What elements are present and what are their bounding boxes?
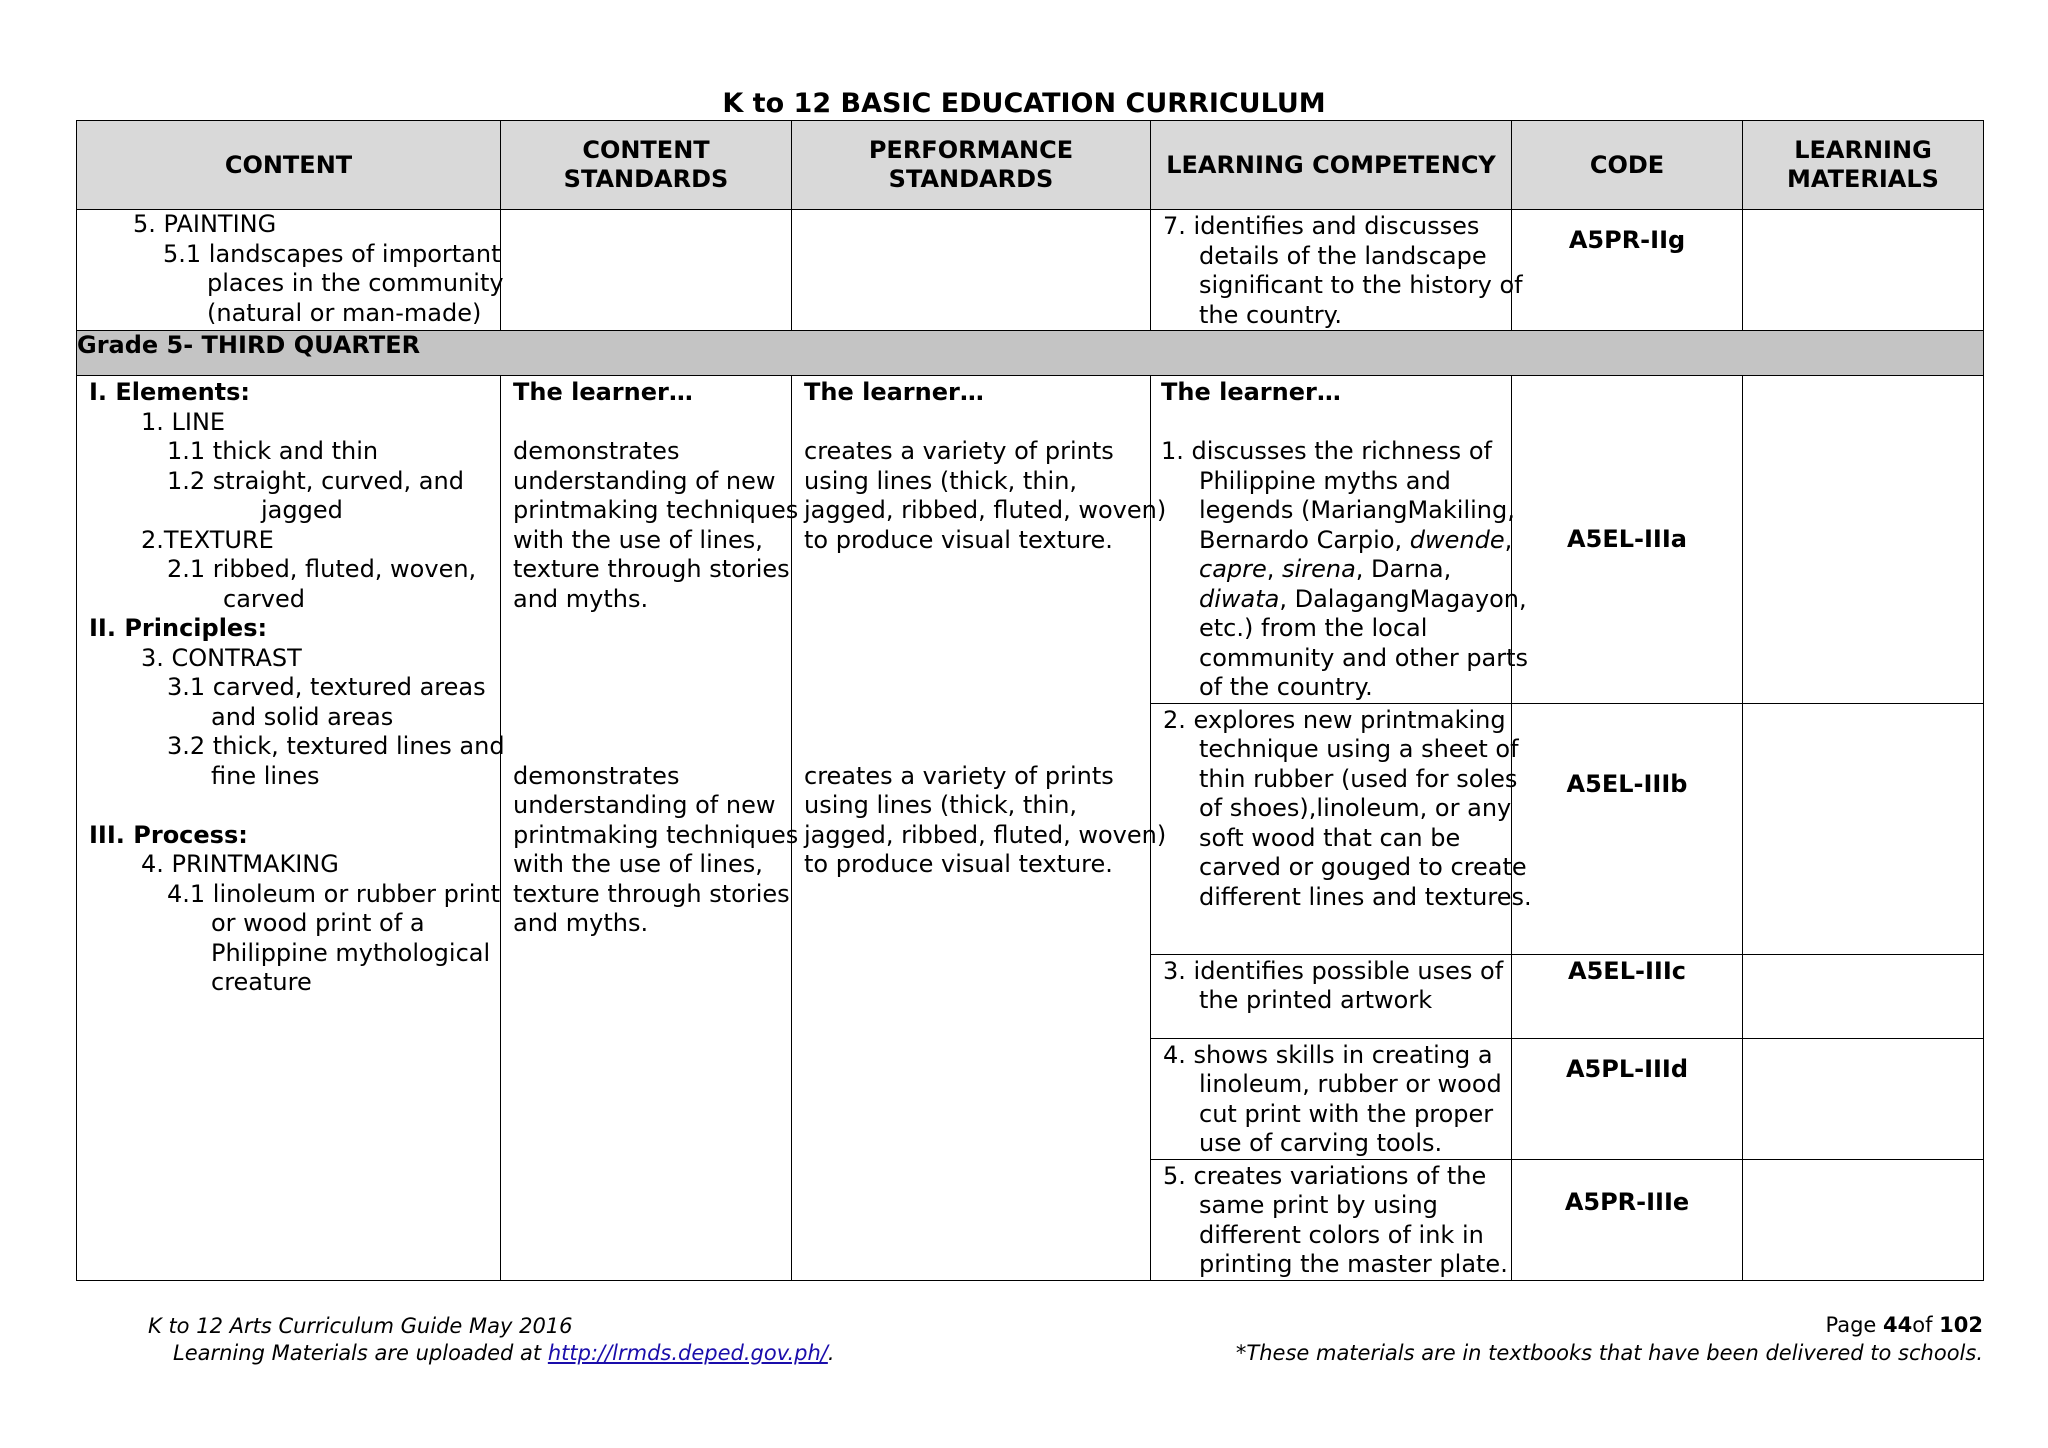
materials-cell xyxy=(1743,954,1984,1038)
header-learning-competency: LEARNING COMPETENCY xyxy=(1151,121,1512,210)
content-standards-cell: The learner… demonstrates understanding of new printmaking techniques with the use of lines, texture through stories and myths. demonstrates understanding of new printmaking techniques with the use of lines, texture through stories and myths. xyxy=(501,376,792,1281)
materials-cell xyxy=(1743,1159,1984,1280)
header-content: CONTENT xyxy=(77,121,501,210)
grade-heading: Grade 5- THIRD QUARTER xyxy=(77,331,1984,376)
code-cell: A5PL-IIId xyxy=(1512,1038,1743,1159)
competency-cell: The learner… 1. discusses the richness of Philippine myths and legends (MariangMakiling, Bernardo Carpio, dwende, capre, sirena, Darna, diwata, DalagangMagayon, etc.) from the local community and other parts of the country. xyxy=(1151,376,1512,704)
grade-heading-row xyxy=(77,331,1984,376)
curriculum-table xyxy=(76,120,1984,1281)
competency-cell: 4. shows skills in creating a linoleum, rubber or wood cut print with the proper use of carving tools. xyxy=(1151,1038,1512,1159)
header-performance-standards: PERFORMANCE STANDARDS xyxy=(792,121,1151,210)
code-cell: A5EL-IIIc xyxy=(1512,954,1743,1038)
table-row xyxy=(77,376,1984,704)
code-cell: A5EL-IIIb xyxy=(1512,703,1743,954)
materials-cell xyxy=(1743,703,1984,954)
code-cell: A5EL-IIIa xyxy=(1512,376,1743,704)
footer-uploaded: Learning Materials are uploaded at http://lrmds.deped.gov.ph/. xyxy=(173,1341,835,1365)
content-cell: I. Elements: 1. LINE 1.1 thick and thin 1.2 straight, curved, and jagged 2.TEXTURE 2.1 ribbed, fluted, woven, carved II. Principles: 3. CONTRAST 3.1 carved, textured areas and solid areas 3.2 thick, textured lines and fine lines III. Process: 4. PRINTMAKING 4.1 linoleum or rubber print or wood print of a Philippine mythological creature xyxy=(77,376,501,1281)
content-standards-cell xyxy=(501,210,792,331)
materials-cell xyxy=(1743,376,1984,704)
page-title: K to 12 BASIC EDUCATION CURRICULUM xyxy=(722,88,1326,119)
content-cell: 5. PAINTING 5.1 landscapes of important places in the community (natural or man-made) xyxy=(77,210,501,331)
footer-guide: K to 12 Arts Curriculum Guide May 2016 xyxy=(148,1314,573,1338)
competency-cell: 7. identifies and discusses details of the landscape significant to the history of the country. xyxy=(1151,210,1512,331)
competency-cell: 5. creates variations of the same print by using different colors of ink in printing the master plate. xyxy=(1151,1159,1512,1280)
table-row xyxy=(77,210,1984,331)
page-number: Page 44of 102 xyxy=(1825,1313,1983,1337)
footer-url-link[interactable]: http://lrmds.deped.gov.ph/ xyxy=(547,1341,828,1365)
materials-cell xyxy=(1743,210,1984,331)
code-cell: A5PR-IIIe xyxy=(1512,1159,1743,1280)
header-learning-materials: LEARNING MATERIALS xyxy=(1743,121,1984,210)
performance-standards-cell xyxy=(792,210,1151,331)
competency-cell: 3. identifies possible uses of the printed artwork xyxy=(1151,954,1512,1038)
performance-standards-cell: The learner… creates a variety of prints using lines (thick, thin, jagged, ribbed, fluted, woven) to produce visual texture. creates a variety of prints using lines (thick, thin, jagged, ribbed, fluted, woven) to produce visual texture. xyxy=(792,376,1151,1281)
footer-note: *These materials are in textbooks that have been delivered to schools. xyxy=(1235,1341,1983,1365)
header-code: CODE xyxy=(1512,121,1743,210)
header-content-standards: CONTENT STANDARDS xyxy=(501,121,792,210)
header-row xyxy=(77,121,1984,210)
competency-cell: 2. explores new printmaking technique using a sheet of thin rubber (used for soles of shoes),linoleum, or any soft wood that can be carved or gouged to create different lines and textures. xyxy=(1151,703,1512,954)
code-cell: A5PR-IIg xyxy=(1512,210,1743,331)
materials-cell xyxy=(1743,1038,1984,1159)
